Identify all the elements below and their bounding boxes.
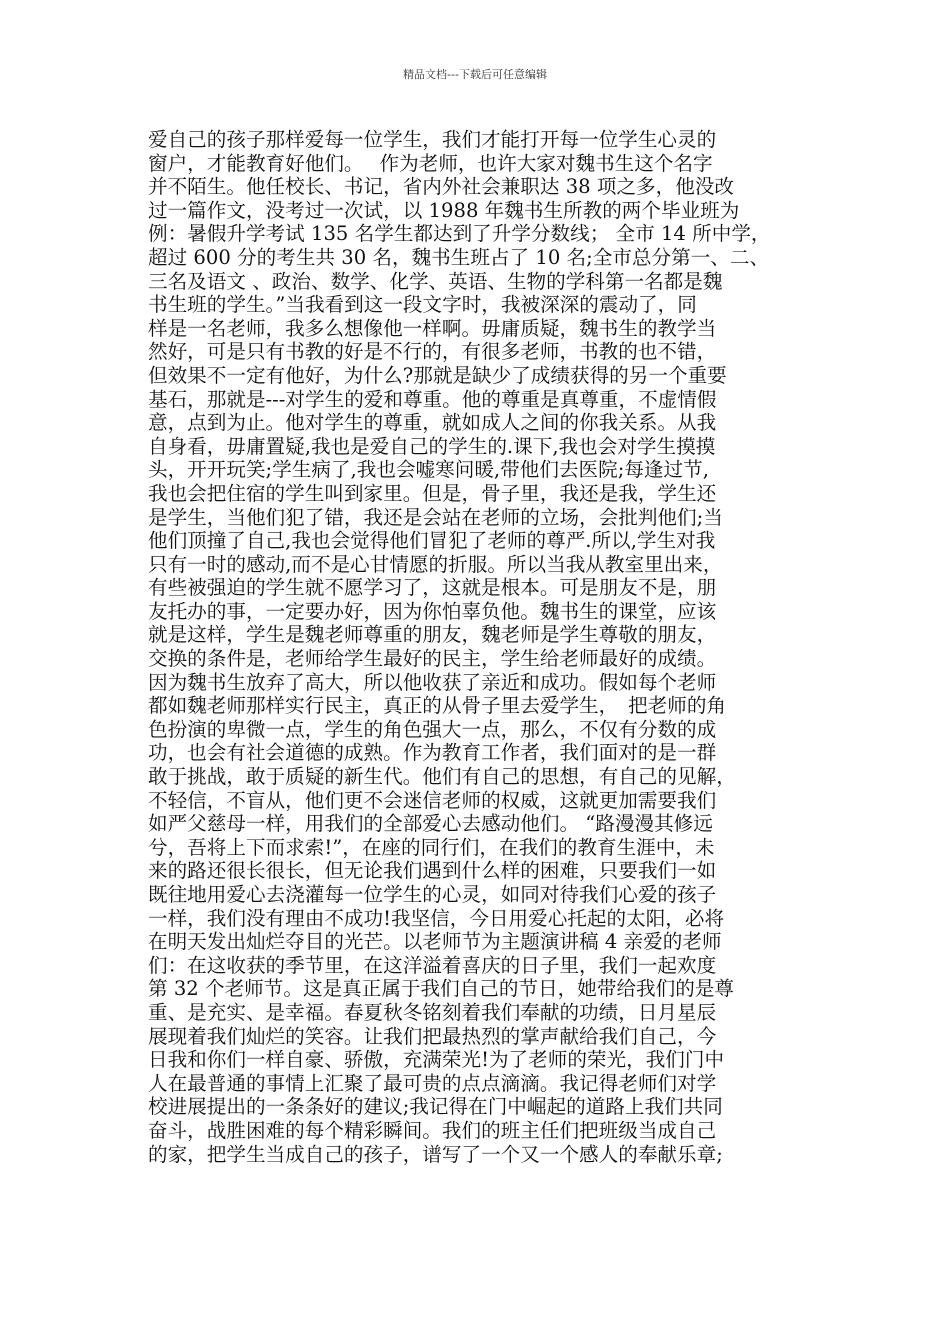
text-line: 们：在这收获的季节里，在这洋溢着喜庆的日子里，我们一起欢度 <box>148 953 717 977</box>
text-line: 敢于挑战，敢于质疑的新生代。他们有自己的思想，有自己的见解， <box>148 765 736 789</box>
text-line: 是学生，当他们犯了错，我还是会站在老师的立场，会批判他们;当 <box>148 505 723 529</box>
text-line: 超过 600 分的考生共 30 名，魏书生班占了 10 名;全市总分第一、二、 <box>148 245 770 269</box>
text-line: 有些被强迫的学生就不愿学习了，这就是根本。可是朋友不是，朋 <box>148 576 717 600</box>
text-line: 不轻信，不盲从，他们更不会迷信老师的权威，这就更加需要我们 <box>148 788 717 812</box>
text-line: 头，开开玩笑;学生病了,我也会嘘寒问暖,带他们去医院;每逢过节, <box>148 458 709 482</box>
text-line: 窗户，才能教育好他们。 作为老师，也许大家对魏书生这个名字 <box>148 151 713 175</box>
text-line: 展现着我们灿烂的笑容。让我们把最热烈的掌声献给我们自己，今 <box>148 1024 717 1048</box>
text-line: 基石，那就是---对学生的爱和尊重。他的尊重是真尊重，不虚情假 <box>148 387 717 411</box>
text-line: 来的路还很长很长，但无论我们遇到什么样的困难，只要我们一如 <box>148 859 717 883</box>
document-body <box>148 128 808 1166</box>
text-line: 友托办的事，一定要办好，因为你怕辜负他。魏书生的课堂，应该 <box>148 599 717 623</box>
text-line: 只有一时的感动,而不是心甘情愿的折服。所以当我从教室里出来， <box>148 552 723 576</box>
text-line: 因为魏书生放弃了高大，所以他收获了亲近和成功。假如每个老师 <box>148 670 717 694</box>
text-line: 过一篇作文，没考过一次试，以 1988 年魏书生所教的两个毕业班为 <box>148 198 740 222</box>
text-line: 第 32 个老师节。这是真正属于我们自己的节日，她带给我们的是尊 <box>148 977 735 1001</box>
text-line: 书生班的学生。”当我看到这一段文字时，我被深深的震动了，同 <box>148 293 697 317</box>
text-line: 如严父慈母一样，用我们的全部爱心去感动他们。 “路漫漫其修远 <box>148 812 713 836</box>
text-line: 奋斗，战胜困难的每个精彩瞬间。我们的班主任们把班级当成自己 <box>148 1118 717 1142</box>
text-line: 兮，吾将上下而求索!”，在座的同行们，在我们的教育生涯中，未 <box>148 835 715 859</box>
text-line: 他们顶撞了自己,我也会觉得他们冒犯了老师的尊严.所以,学生对我 <box>148 529 716 553</box>
text-line: 重、是充实、是幸福。春夏秋冬铭刻着我们奉献的功绩，日月星辰 <box>148 1000 717 1024</box>
text-line: 并不陌生。他任校长、书记，省内外社会兼职达 38 项之多，他没改 <box>148 175 735 199</box>
text-line: 我也会把住宿的学生叫到家里。但是，骨子里，我还是我，学生还 <box>148 481 717 505</box>
text-line: 一样，我们没有理由不成功!我坚信，今日用爱心托起的太阳，必将 <box>148 906 725 930</box>
text-line: 自身看，毋庸置疑,我也是爱自己的学生的.课下,我也会对学生摸摸 <box>148 434 716 458</box>
text-line: 功，也会有社会道德的成熟。作为教育工作者，我们面对的是一群 <box>148 741 717 765</box>
text-line: 意，点到为止。他对学生的尊重，就如成人之间的你我关系。从我 <box>148 411 717 435</box>
page-header: 精品文档---下载后可任意编辑 <box>403 68 547 81</box>
text-line: 样是一名老师，我多么想像他一样啊。毋庸质疑，魏书生的教学当 <box>148 316 717 340</box>
text-line: 的家，把学生当成自己的孩子，谱写了一个又一个感人的奉献乐章; <box>148 1142 723 1166</box>
text-line: 既往地用爱心去浇灌每一位学生的心灵，如同对待我们心爱的孩子 <box>148 883 717 906</box>
text-line: 三名及语文 、政治、数学、化学、英语、生物的学科第一名都是魏 <box>148 269 723 293</box>
text-line: 色扮演的卑微一点，学生的角色强大一点，那么，不仅有分数的成 <box>148 717 717 741</box>
text-line: 例：暑假升学考试 135 名学生都达到了升学分数线； 全市 14 所中学， <box>148 222 771 246</box>
text-line: 都如魏老师那样实行民主，真正的从骨子里去爱学生， 把老师的角 <box>148 694 727 718</box>
text-line: 日我和你们一样自豪、骄傲，充满荣光!为了老师的荣光，我们门中 <box>148 1048 725 1072</box>
text-line: 在明天发出灿烂夺目的光芒。以老师节为主题演讲稿 4 亲爱的老师 <box>148 930 722 954</box>
text-line: 人在最普通的事情上汇聚了最可贵的点点滴滴。我记得老师们对学 <box>148 1071 717 1095</box>
text-line: 校进展提出的一条条好的建议;我记得在门中崛起的道路上我们共同 <box>148 1095 723 1119</box>
text-line: 就是这样，学生是魏老师尊重的朋友，魏老师是学生尊敬的朋友， <box>148 623 717 647</box>
text-line: 但效果不一定有他好，为什么?那就是缺少了成绩获得的另一个重要 <box>148 363 727 387</box>
text-line: 爱自己的孩子那样爱每一位学生，我们才能打开每一位学生心灵的 <box>148 128 717 151</box>
text-line: 然好，可是只有书教的好是不行的，有很多老师，书教的也不错， <box>148 340 717 364</box>
text-line: 交换的条件是，老师给学生最好的民主，学生给老师最好的成绩。 <box>148 647 717 671</box>
